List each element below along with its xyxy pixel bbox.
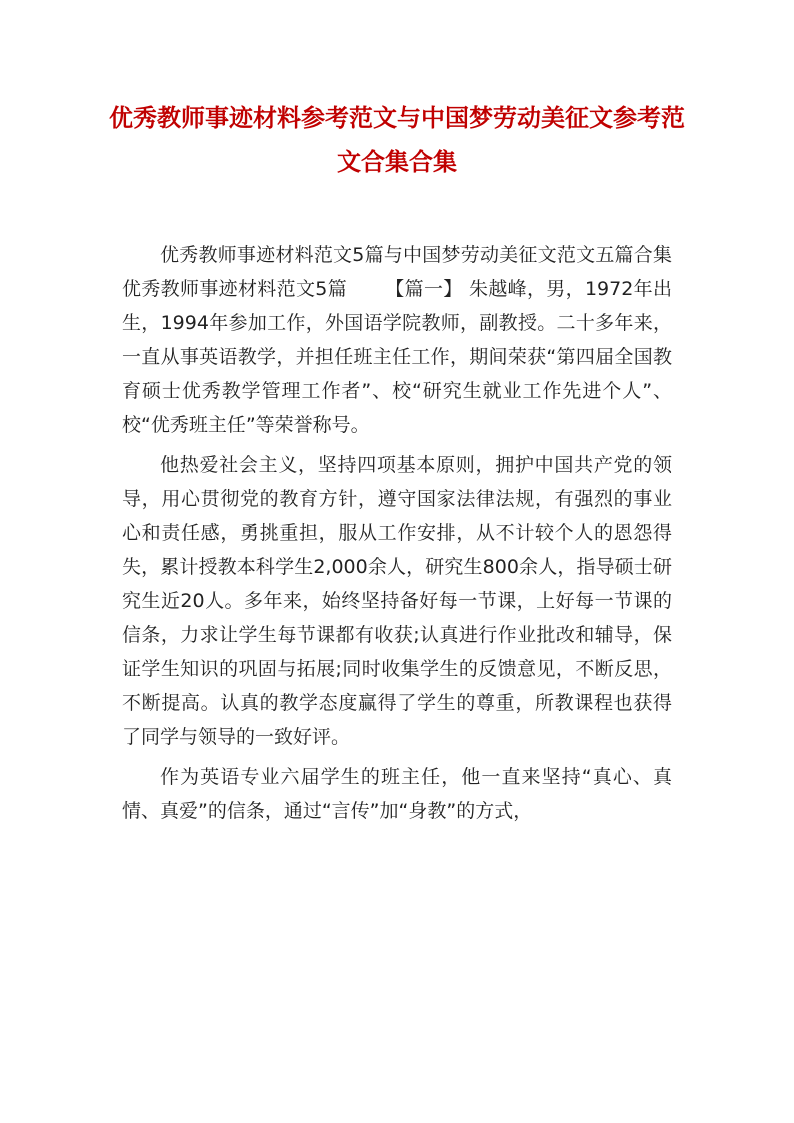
paragraph-1-subtitle: 优秀教师事迹材料范文5篇 xyxy=(122,278,348,300)
paragraph-3: 作为英语专业六届学生的班主任，他一直来坚持“真心、真情、真爱”的信条，通过“言传”加“身教”的方式， xyxy=(122,766,672,822)
paragraph-1-text: 朱越峰，男，1972年出生，1994年参加工作，外国语学院教师，副教授。二十多年来，一直从事英语教学，并担任班主任工作，期间荣获“第四届全国教育硕士优秀教学管理工作者”、校“研究生就业工作先进个人”、校“优秀班主任”等荣誉称号。 xyxy=(122,278,672,436)
document-title: 优秀教师事迹材料参考范文与中国梦劳动美征文参考范文合集合集 xyxy=(109,103,685,176)
paragraph-1-section: 【篇一】 xyxy=(385,278,463,300)
paragraph-2: 他热爱社会主义，坚持四项基本原则，拥护中国共产党的领导，用心贯彻党的教育方针，遵守国家法律法规，有强烈的事业心和责任感，勇挑重担，服从工作安排，从不计较个人的恩怨得失，累计授教本科学生2,000余人，研究生800余人，指导硕士研究生近20人。多年来，始终坚持备好每一节课，上好每一节课的信条，力求让学生每节课都有收获;认真进行作业批改和辅导，保证学生知识的巩固与拓展;同时收集学生的反馈意见，不断反思，不断提高。认真的教学态度赢得了学生的尊重，所教课程也获得了同学与领导的一致好评。 xyxy=(122,454,672,748)
document-body xyxy=(122,238,672,828)
paragraph-1-lead: 优秀教师事迹材料范文5篇与中国梦劳动美征文范文五篇合集 xyxy=(160,244,672,266)
paragraph-1 xyxy=(122,238,672,442)
